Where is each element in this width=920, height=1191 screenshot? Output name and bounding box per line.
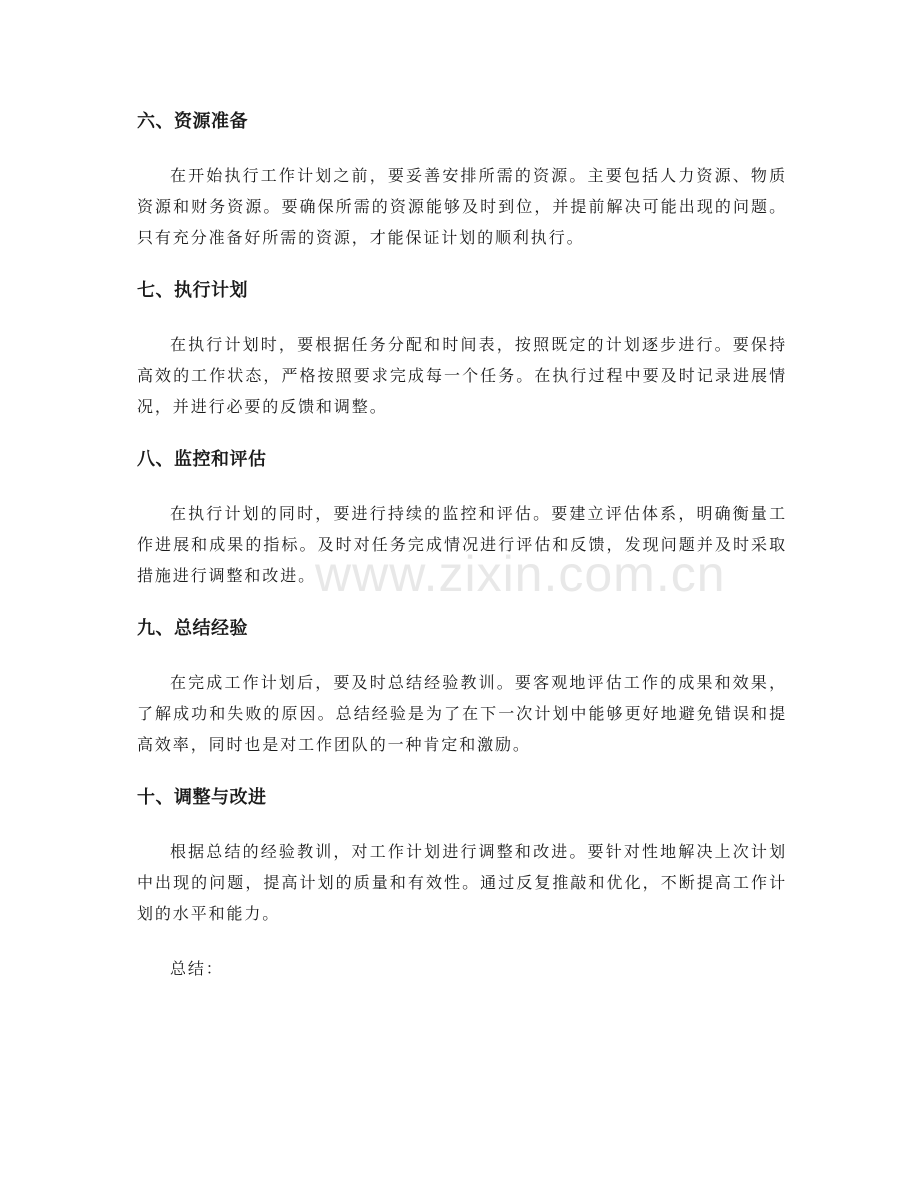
section-body-adjust: 根据总结的经验教训，对工作计划进行调整和改进。要针对性地解决上次计划中出现的问题，提高计划的质量和有效性。通过反复推敲和优化，不断提高工作计划的水平和能力。 [137, 842, 787, 923]
section-heading-resources: 六、资源准备 [137, 111, 248, 132]
section-heading-monitor: 八、监控和评估 [137, 449, 267, 470]
section-body-execute: 在执行计划时，要根据任务分配和时间表，按照既定的计划逐步进行。要保持高效的工作状态，严格按照要求完成每一个任务。在执行过程中要及时记录进展情况，并进行必要的反馈和调整。 [137, 335, 787, 416]
section-body-monitor: 在执行计划的同时，要进行持续的监控和评估。要建立评估体系，明确衡量工作进展和成果的指标。及时对任务完成情况进行评估和反馈，发现问题并及时采取措施进行调整和改进。 [137, 504, 787, 585]
watermark-text: www.zixin.com.cn [315, 546, 726, 602]
section-body-resources: 在开始执行工作计划之前，要妥善安排所需的资源。主要包括人力资源、物质资源和财务资源。要确保所需的资源能够及时到位，并提前解决可能出现的问题。只有充分准备好所需的资源，才能保证计划的顺利执行。 [137, 166, 787, 247]
section-body-summary-experience: 在完成工作计划后，要及时总结经验教训。要客观地评估工作的成果和效果，了解成功和失败的原因。总结经验是为了在下一次计划中能够更好地避免错误和提高效率，同时也是对工作团队的一种肯定和激励。 [137, 673, 787, 754]
section-heading-execute: 七、执行计划 [137, 280, 248, 301]
section-heading-adjust: 十、调整与改进 [137, 787, 267, 808]
document-content [137, 108, 787, 984]
section-heading-summary-experience: 九、总结经验 [137, 618, 248, 639]
summary-label: 总结： [170, 959, 224, 978]
